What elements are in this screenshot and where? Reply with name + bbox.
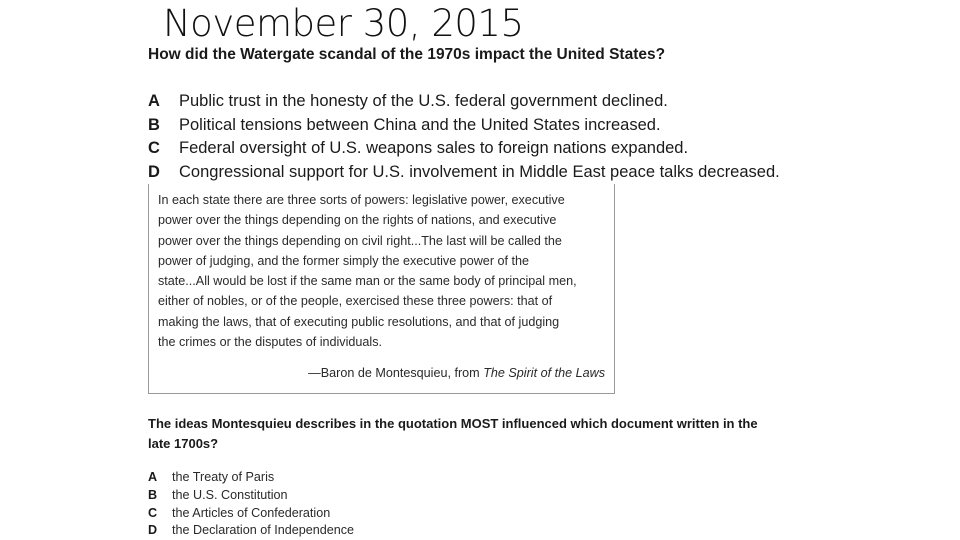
question-2-line: late 1700s? (148, 436, 219, 451)
question-1-options (148, 90, 780, 184)
option-text: Public trust in the honesty of the U.S. federal government declined. (179, 92, 668, 110)
quotation-line: either of nobles, or of the people, exercised these three powers: that of (158, 294, 553, 309)
quotation-text (158, 190, 610, 352)
answer-option-a (148, 90, 780, 114)
quotation-line: power over the things depending on civil right...The last will be called the (158, 233, 562, 248)
attribution-work: The Spirit of the Laws (483, 366, 605, 380)
option-letter: B (148, 115, 160, 134)
quotation-line: power of judging, and the former simply the executive power of the (158, 253, 530, 268)
answer-option-d (148, 522, 354, 540)
option-letter: C (148, 505, 158, 520)
answer-option-a (148, 469, 354, 487)
answer-option-d (148, 161, 780, 185)
option-text: the Articles of Confederation (172, 505, 331, 520)
answer-option-c (148, 137, 780, 161)
question-2-line: The ideas Montesquieu describes in the quotation MOST influenced which document written in the (148, 416, 758, 431)
option-text: Federal oversight of U.S. weapons sales to foreign nations expanded. (179, 139, 689, 157)
answer-option-b (148, 114, 780, 138)
quotation-box (148, 184, 615, 394)
quotation-line: state...All would be lost if the same man or the same body of principal men, (158, 274, 577, 289)
quotation-attribution (308, 366, 605, 380)
option-text: the Treaty of Paris (172, 470, 275, 484)
option-text: the Declaration of Independence (172, 523, 355, 538)
question-2-options (148, 469, 354, 540)
question-1-text: How did the Watergate scandal of the 1970s impact the United States? (148, 46, 666, 63)
option-letter: D (148, 162, 160, 181)
attribution-author: —Baron de Montesquieu, from (308, 366, 484, 380)
answer-option-c (148, 505, 354, 523)
option-text: Congressional support for U.S. involvement in Middle East peace talks decreased. (179, 162, 780, 181)
page-title: November 30, 2015 (163, 2, 524, 45)
question-2-text (148, 414, 768, 454)
quotation-line: the crimes or the disputes of individuals. (158, 335, 383, 350)
quotation-line: making the laws, that of executing public resolutions, and that of judging (158, 314, 560, 329)
option-letter: C (148, 139, 160, 157)
answer-option-b (148, 487, 354, 505)
option-letter: B (148, 487, 158, 502)
option-letter: A (148, 470, 158, 484)
quotation-line: power over the things depending on the rights of nations, and executive (158, 213, 557, 228)
option-text: Political tensions between China and the United States increased. (179, 115, 661, 134)
option-text: the U.S. Constitution (172, 487, 288, 502)
option-letter: D (148, 523, 158, 538)
option-letter: A (148, 92, 160, 110)
quotation-line: In each state there are three sorts of powers: legislative power, executive (158, 193, 565, 207)
